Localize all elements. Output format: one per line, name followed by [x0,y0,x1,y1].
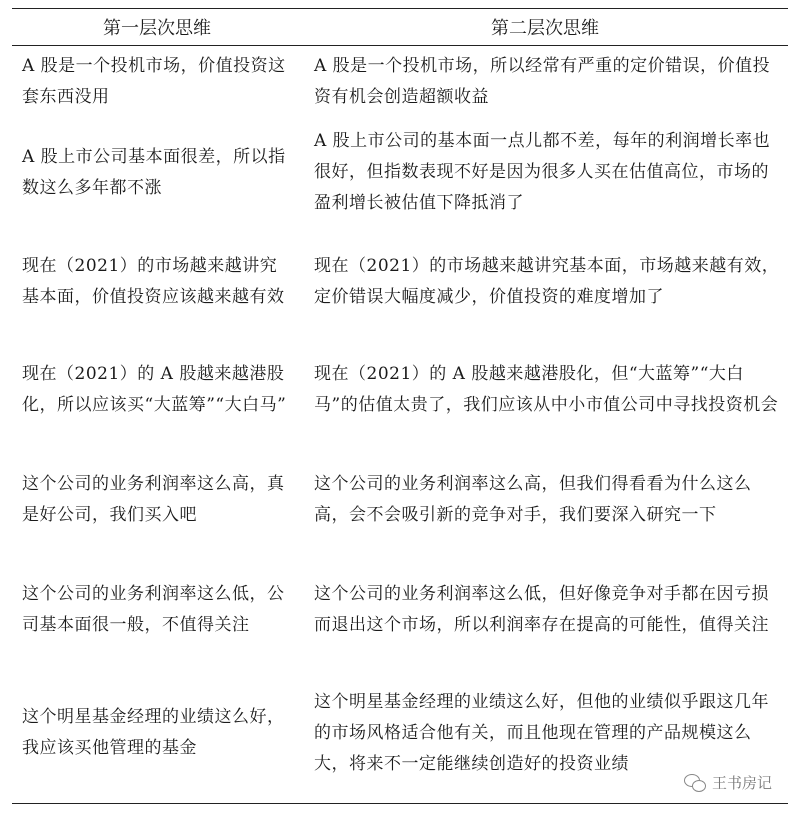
cell-second-level: 这个公司的业务利润率这么低，但好像竞争对手都在因亏损而退出这个市场，所以利润率存在提高的可能性，值得关注 [314,583,769,635]
cell-second-level: 这个明星基金经理的业绩这么好，但他的业绩似乎跟这几年的市场风格适合他有关，而且他现在管理的产品规模这么大，将来不一定能继续创造好的投资业绩 [302,664,788,804]
watermark-text: 王书房记 [711,774,772,792]
cell-first-level: 现在（2021）的 A 股越来越港股化，所以应该买“大蓝筹”“大白马” [22,363,287,415]
header-first-level: 第一层次思维 [12,9,302,46]
table-row [12,46,788,118]
cell-second-level: 这个公司的业务利润率这么高，但我们得看看为什么这么高，会不会吸引新的竞争对手，我们要深入研究一下 [314,473,752,525]
comparison-table-container [12,8,788,804]
cell-first-level: 现在（2021）的市场越来越讲究基本面，价值投资应该越来越有效 [22,255,285,307]
table-row [12,444,788,556]
cell-first-level: 这个公司的业务利润率这么低，公司基本面很一般，不值得关注 [22,583,285,635]
cell-first-level: A 股上市公司基本面很差，所以指数这么多年都不涨 [22,146,286,198]
cell-second-level: 现在（2021）的 A 股越来越港股化，但“大蓝筹”“大白马”的估值太贵了，我们应该从中小市值公司中寻找投资机会 [314,363,779,415]
table-row [12,118,788,228]
cell-second-level: 现在（2021）的市场越来越讲究基本面，市场越来越有效，定价错误大幅度减少，价值投资的难度增加了 [314,255,780,307]
table-row [12,228,788,336]
cell-second-level: A 股上市公司的基本面一点儿都不差，每年的利润增长率也很好，但指数表现不好是因为很多人买在估值高位，市场的盈利增长被估值下降抵消了 [314,131,771,213]
cell-first-level: 这个明星基金经理的业绩这么好，我应该买他管理的基金 [12,664,302,804]
header-second-level: 第二层次思维 [302,9,788,46]
thinking-comparison-table [12,8,788,804]
cell-first-level: 这个公司的业务利润率这么高，真是好公司，我们买入吧 [22,473,285,525]
watermark [684,772,772,793]
table-row [12,664,788,804]
table-row [12,336,788,444]
cell-first-level: A 股是一个投机市场，价值投资这套东西没用 [22,55,286,107]
table-row [12,556,788,664]
table-header-row [12,9,788,46]
cell-second-level: A 股是一个投机市场，所以经常有严重的定价错误，价值投资有机会创造超额收益 [314,55,771,107]
wechat-icon [684,774,706,792]
